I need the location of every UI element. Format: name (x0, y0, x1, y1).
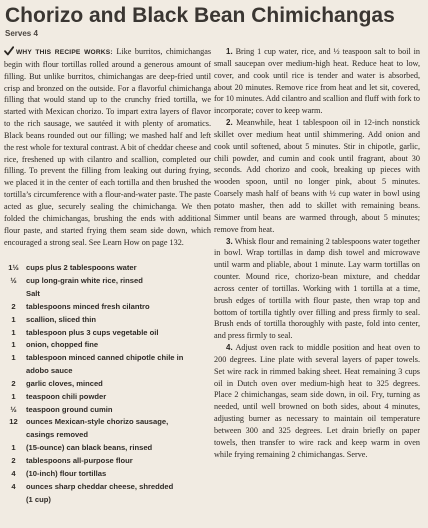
ingredient-item (4, 442, 211, 455)
ingredient-text: tablespoons all-purpose flour (26, 456, 133, 465)
step-paragraph (214, 117, 420, 235)
ingredient-quantity: ½ (10, 404, 17, 414)
ingredient-text: ounces Mexican-style chorizo sausage, (26, 417, 169, 427)
ingredient-item (4, 378, 211, 391)
ingredient-quantity (4, 429, 23, 442)
recipe-title: Chorizo and Black Bean Chimichangas (5, 4, 395, 27)
ingredient-text: cups plus 2 tablespoons water (26, 263, 137, 273)
step-paragraph (214, 46, 420, 117)
left-column (4, 46, 211, 506)
step-number: 3. (226, 236, 233, 246)
ingredient-item (4, 468, 211, 481)
ingredient-quantity: 1 (11, 443, 16, 453)
ingredient-quantity: 1 (11, 353, 16, 363)
why-paragraph (4, 46, 211, 248)
why-text: Like burritos, chimichangas begin with flour tortillas rolled around a generous amount of filling. But unlike burritos, chimichangas are deep-fried until crisp and bronzed on the outside. For a flavorful chimichanga filling that would stand up to the crunchy fried tortilla, we started with Mexican chorizo. To impart extra layers of flavor to the rich sausage, we sautéed it with plenty of aromatics. Black beans rounded out our filling; we mashed half and left the rest whole for textural contrast. A bit of cheddar cheese and rice, freshened up with cilantro and scallion, completed our filling. To prevent the filling from leaking out during frying, we placed it in the center of each tortilla and then brushed the tortilla’s circumference with a flour-and-water paste. The paste acted as glue, securely sealing the chimichanga. We then folded the chimichangas, brushing the ends with additional flour paste, and started frying them seam side down, which encouraged a strong seal. See Learn How on page 132. (4, 47, 212, 247)
ingredient-item (4, 327, 211, 340)
why-heading: WHY THIS RECIPE WORKS: (16, 49, 113, 56)
ingredient-text: scallion, sliced thin (26, 314, 97, 324)
ingredient-quantity (4, 288, 23, 301)
ingredient-text: onion, chopped fine (26, 340, 99, 350)
ingredient-text: garlic cloves, minced (26, 378, 103, 388)
step-number: 2. (226, 118, 233, 128)
ingredient-item (4, 416, 211, 429)
ingredient-quantity (4, 494, 23, 507)
step-paragraph (214, 236, 420, 343)
ingredient-text: Salt (26, 289, 40, 299)
step-text: Bring 1 cup water, rice, and ½ teaspoon salt to boil in small saucepan over medium-high heat. Reduce heat to low, cover, and cook until rice is tender and water is absorbed, about 20 minutes. Remove rice from heat and let sit, covered, for 10 minutes. Add cilantro and scallion and fluff with fork to incorporate; cover to keep warm. (214, 47, 420, 116)
ingredient-text: adobo sauce (26, 366, 73, 376)
steps-column (214, 46, 420, 506)
ingredient-quantity: 1½ (8, 263, 19, 273)
step-text: Whisk flour and remaining 2 tablespoons water together in bowl. Wrap tortillas in damp dish towel and microwave until warm and pliable, about 1 minute. Lay warm tortillas on counter. Mound rice, chorizo-bean mixture, and cheddar across center of tortillas. Working with 1 tortilla at a time, brush edges of tortilla with flour paste, then wrap top and bottom of tortilla tightly over filling and press firmly to seal. Brush ends of tortilla thoroughly with paste, fold into center, and press firmly to seal. (214, 236, 420, 341)
ingredient-quantity: 2 (11, 301, 16, 311)
ingredient-item (4, 275, 211, 288)
ingredient-item (4, 262, 211, 275)
ingredient-item (4, 301, 211, 314)
ingredient-item (4, 339, 211, 352)
ingredient-item (4, 404, 211, 417)
ingredient-text: tablespoon plus 3 cups vegetable oil (26, 327, 159, 337)
ingredient-item (4, 494, 211, 507)
ingredient-text: cup long-grain white rice, rinsed (26, 276, 143, 286)
step-number: 1. (226, 47, 233, 56)
ingredient-text: tablespoons minced fresh cilantro (26, 301, 150, 311)
step-paragraph (214, 342, 420, 460)
ingredient-item (4, 365, 211, 378)
ingredient-quantity: ½ (10, 276, 17, 286)
ingredient-item (4, 391, 211, 404)
ingredient-quantity: 4 (11, 468, 16, 478)
ingredient-quantity: 2 (11, 456, 16, 465)
ingredient-text: (10-inch) flour tortillas (26, 468, 107, 478)
ingredient-item (4, 314, 211, 327)
ingredient-text: (1 cup) (26, 494, 51, 504)
ingredient-quantity (4, 365, 23, 378)
ingredient-list (4, 262, 211, 506)
step-text: Adjust oven rack to middle position and heat oven to 200 degrees. Line plate with several layers of paper towels. Set wire rack in rimmed baking sheet. Heat remaining 3 cups oil in Dutch oven over medium-high heat to 325 degrees. Place 2 chimichangas, seam side down, in oil. Fry, turning as needed, until well browned on both sides, about 4 minutes, adjusting burner as necessary to maintain oil temperature between 300 and 325 degrees. Let drain briefly on paper towels, then transfer to wire rack and keep warm in oven while frying remaining 2 chimichangas. Serve. (214, 343, 420, 459)
ingredient-text: ounces sharp cheddar cheese, shredded (26, 481, 174, 491)
ingredient-text: (15-ounce) can black beans, rinsed (26, 443, 153, 453)
ingredient-text: teaspoon chili powder (26, 391, 107, 401)
ingredient-quantity: 1 (11, 391, 16, 401)
step-text: Meanwhile, heat 1 tablespoon oil in 12-inch nonstick skillet over medium heat until shimmering. Add onion and cook until softened, about 5 minutes. Stir in chipotle, garlic, chili powder, and cumin and cook until fragrant, about 30 seconds. Add chorizo and cook, breaking up pieces with wooden spoon, until no longer pink, about 5 minutes. Coarsely mash half of beans with ½ cup water in bowl using potato masher, then add to skillet with remaining beans. Simmer until beans are warmed through, about 5 minutes; remove from heat. (214, 118, 420, 234)
ingredient-item (4, 481, 211, 494)
ingredient-text: tablespoon minced canned chipotle chile in (26, 353, 184, 363)
ingredient-item (4, 429, 211, 442)
ingredient-text: teaspoon ground cumin (26, 404, 113, 414)
recipe-columns (4, 46, 420, 506)
ingredient-item (4, 352, 211, 365)
ingredient-quantity: 1 (11, 314, 16, 324)
ingredient-item (4, 288, 211, 301)
ingredient-text: casings removed (26, 430, 89, 440)
checkmark-icon (4, 46, 14, 56)
ingredient-quantity: 1 (11, 340, 16, 350)
serves-label: Serves 4 (5, 29, 38, 38)
ingredient-quantity: 4 (11, 481, 16, 491)
step-number: 4. (226, 343, 233, 353)
ingredient-item (4, 455, 211, 468)
ingredient-quantity: 1 (11, 327, 16, 337)
ingredient-quantity: 12 (9, 417, 18, 427)
ingredient-quantity: 2 (11, 378, 16, 388)
